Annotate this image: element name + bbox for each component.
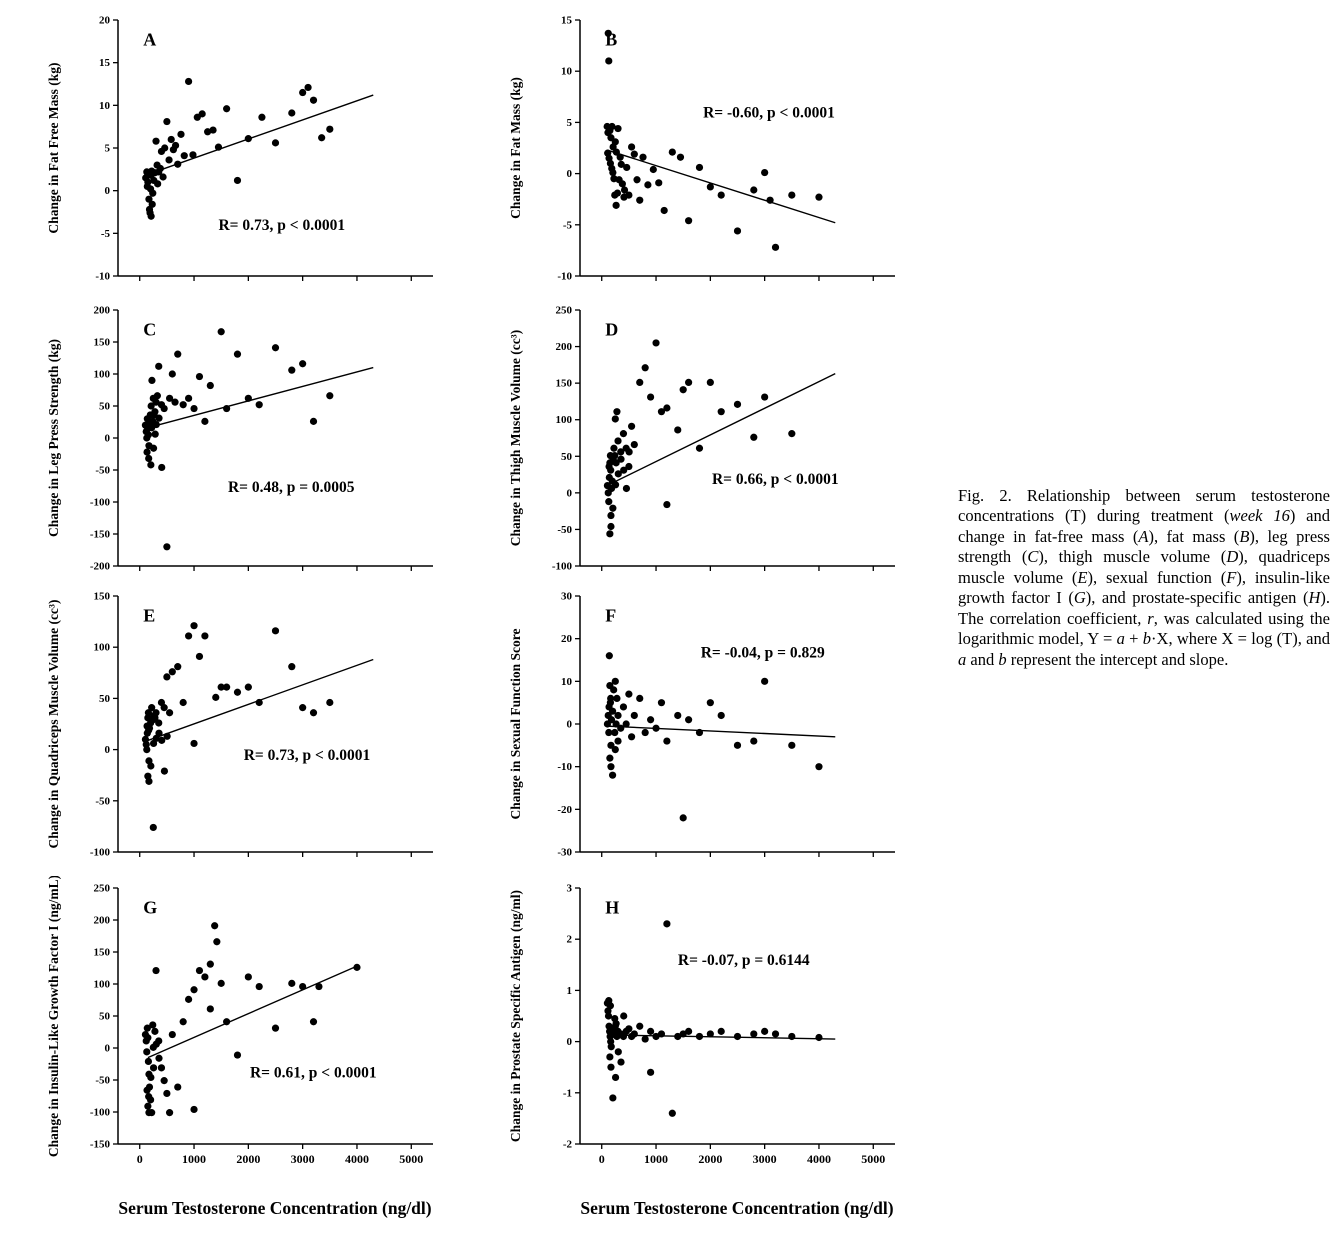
y-tick-label: -2 bbox=[562, 1138, 572, 1151]
caption-segment: represent the intercept and slope. bbox=[1006, 649, 1229, 669]
caption-italic-segment: C bbox=[1027, 547, 1039, 567]
y-tick-label: -100 bbox=[89, 846, 110, 859]
y-tick-label: 0 bbox=[104, 432, 110, 445]
scatter-panel-a bbox=[38, 8, 493, 301]
y-tick-label: -150 bbox=[89, 1138, 110, 1151]
y-tick-label: 50 bbox=[99, 692, 110, 705]
y-tick-label: 100 bbox=[93, 978, 110, 991]
y-tick-label: -50 bbox=[95, 795, 110, 808]
caption-segment: ·X, where X = log (T), and bbox=[1151, 629, 1330, 649]
correlation-annotation: R= -0.07, p = 0.6144 bbox=[677, 951, 810, 969]
panel-letter: H bbox=[605, 897, 620, 918]
y-tick-label: -30 bbox=[557, 846, 572, 859]
y-axis-label: Change in Prostate Specific Antigen (ng/ml) bbox=[508, 889, 523, 1143]
trend-line bbox=[607, 374, 835, 486]
caption-italic-segment: G bbox=[1073, 588, 1086, 608]
x-axis-title-left: Serum Testosterone Concentration (ng/dl) bbox=[118, 1198, 432, 1218]
scatter-panel-b bbox=[500, 8, 955, 301]
correlation-annotation: R= 0.66, p < 0.0001 bbox=[711, 471, 839, 489]
data-points bbox=[604, 920, 823, 1117]
y-tick-label: -5 bbox=[562, 219, 572, 232]
caption-italic-segment: a bbox=[958, 649, 967, 669]
y-tick-label: 100 bbox=[93, 641, 110, 654]
scatter-plot-b bbox=[500, 8, 955, 296]
y-tick-label: 150 bbox=[93, 590, 110, 603]
panel-letter: A bbox=[143, 29, 157, 50]
y-tick-label: 0 bbox=[566, 168, 572, 181]
y-tick-label: 5 bbox=[104, 142, 110, 155]
y-tick-label: 0 bbox=[104, 1042, 110, 1055]
x-tick-label: 5000 bbox=[861, 1152, 886, 1166]
data-points bbox=[142, 922, 361, 1116]
y-axis-label: Change in Thigh Muscle Volume (cc³) bbox=[508, 329, 523, 547]
scatter-panel-d bbox=[500, 298, 955, 591]
y-tick-label: 0 bbox=[566, 718, 572, 731]
caption-italic-segment: B bbox=[1239, 526, 1250, 546]
caption-italic-segment: week 16 bbox=[1229, 506, 1290, 526]
x-tick-label: 3000 bbox=[752, 1152, 777, 1166]
y-axis-label: Change in Insulin-Like Growth Factor I (ng/mL) bbox=[46, 876, 61, 1158]
caption-segment: ), fat mass ( bbox=[1148, 526, 1240, 546]
y-tick-label: -100 bbox=[551, 560, 572, 573]
data-points bbox=[142, 622, 334, 831]
correlation-annotation: R= 0.73, p < 0.0001 bbox=[218, 216, 346, 234]
figure-caption bbox=[958, 486, 1330, 670]
y-tick-label: 20 bbox=[99, 14, 110, 27]
trend-line bbox=[148, 966, 357, 1058]
y-tick-label: 0 bbox=[566, 487, 572, 500]
y-tick-label: 250 bbox=[555, 304, 572, 317]
y-tick-label: -100 bbox=[89, 1106, 110, 1119]
y-tick-label: -50 bbox=[95, 1074, 110, 1087]
x-axis-title-right: Serum Testosterone Concentration (ng/dl) bbox=[580, 1198, 894, 1218]
scatter-panel-g bbox=[38, 876, 493, 1183]
y-tick-label: 15 bbox=[99, 57, 110, 70]
y-tick-label: -10 bbox=[95, 270, 110, 283]
y-tick-label: 200 bbox=[93, 304, 110, 317]
trend-line bbox=[145, 368, 373, 429]
y-tick-label: 5 bbox=[566, 116, 572, 129]
y-tick-label: 100 bbox=[555, 414, 572, 427]
y-tick-label: -20 bbox=[557, 803, 572, 816]
caption-segment: Fig. 2. Relationship between serum testosterone concentrations (T) during treatment ( bbox=[958, 486, 1330, 526]
y-tick-label: 0 bbox=[566, 1036, 572, 1049]
panel-letter: D bbox=[605, 319, 619, 340]
y-tick-label: 10 bbox=[561, 675, 572, 688]
caption-italic-segment: r bbox=[1147, 608, 1154, 628]
scatter-plot-e bbox=[38, 584, 493, 872]
y-tick-label: 150 bbox=[93, 336, 110, 349]
caption-italic-segment: F bbox=[1226, 567, 1237, 587]
x-tick-label: 4000 bbox=[806, 1152, 831, 1166]
scatter-panel-e bbox=[38, 584, 493, 877]
data-points bbox=[142, 78, 333, 220]
y-tick-label: -50 bbox=[95, 464, 110, 477]
y-tick-label: 2 bbox=[566, 933, 572, 946]
correlation-annotation: R= 0.61, p < 0.0001 bbox=[249, 1064, 377, 1082]
scatter-plot-f bbox=[500, 584, 955, 872]
y-tick-label: -1 bbox=[562, 1087, 572, 1100]
y-tick-label: 200 bbox=[93, 914, 110, 927]
data-points bbox=[142, 328, 334, 550]
y-tick-label: 30 bbox=[561, 590, 572, 603]
x-tick-label: 5000 bbox=[399, 1152, 424, 1166]
caption-segment: ), and prostate-specific antigen ( bbox=[1085, 588, 1309, 608]
x-tick-label: 0 bbox=[136, 1152, 143, 1166]
y-tick-label: -200 bbox=[89, 560, 110, 573]
y-tick-label: 10 bbox=[561, 65, 572, 78]
y-tick-label: 150 bbox=[93, 946, 110, 959]
y-tick-label: 50 bbox=[561, 450, 572, 463]
caption-segment: ). The correlation coefficient, bbox=[958, 588, 1330, 628]
y-tick-label: 200 bbox=[555, 341, 572, 354]
caption-segment: ) and change in fat-free mass ( bbox=[958, 506, 1331, 546]
correlation-annotation: R= -0.60, p < 0.0001 bbox=[703, 104, 835, 122]
y-axis-label: Change in Fat Free Mass (kg) bbox=[46, 62, 61, 234]
y-tick-label: -100 bbox=[89, 496, 110, 509]
y-tick-label: 250 bbox=[93, 882, 110, 895]
x-tick-label: 2000 bbox=[698, 1152, 723, 1166]
y-tick-label: 150 bbox=[555, 377, 572, 390]
y-tick-label: 10 bbox=[99, 99, 110, 112]
y-tick-label: 1 bbox=[566, 984, 572, 997]
y-tick-label: 100 bbox=[93, 368, 110, 381]
caption-italic-segment: H bbox=[1308, 588, 1321, 608]
correlation-annotation: R= -0.04, p = 0.829 bbox=[700, 644, 825, 662]
caption-segment: + bbox=[1124, 629, 1143, 649]
caption-italic-segment: D bbox=[1226, 547, 1239, 567]
scatter-plot-h bbox=[500, 876, 955, 1178]
x-tick-label: 2000 bbox=[236, 1152, 261, 1166]
y-axis-label: Change in Leg Press Strength (kg) bbox=[46, 339, 61, 537]
scatter-panel-f bbox=[500, 584, 955, 877]
caption-segment: ), quadriceps muscle volume ( bbox=[958, 547, 1330, 587]
y-tick-label: -5 bbox=[100, 227, 110, 240]
y-tick-label: 15 bbox=[561, 14, 572, 27]
scatter-panel-c bbox=[38, 298, 493, 591]
x-tick-label: 0 bbox=[598, 1152, 605, 1166]
y-tick-label: -50 bbox=[557, 523, 572, 536]
y-tick-label: 50 bbox=[99, 400, 110, 413]
caption-italic-segment: b bbox=[998, 649, 1007, 669]
caption-segment: and bbox=[966, 649, 999, 669]
correlation-annotation: R= 0.48, p = 0.0005 bbox=[227, 478, 355, 496]
caption-segment: ), insulin-like growth factor I ( bbox=[958, 567, 1330, 608]
y-tick-label: -150 bbox=[89, 528, 110, 541]
caption-italic-segment: a bbox=[1116, 629, 1125, 649]
trend-line bbox=[607, 726, 835, 737]
caption-italic-segment: b bbox=[1142, 629, 1152, 649]
caption-segment: ), leg press strength ( bbox=[958, 526, 1330, 567]
x-tick-label: 3000 bbox=[290, 1152, 315, 1166]
y-tick-label: -10 bbox=[557, 270, 572, 283]
panel-letter: F bbox=[605, 605, 617, 626]
caption-italic-segment: E bbox=[1077, 567, 1088, 587]
y-axis-label: Change in Sexual Function Score bbox=[508, 628, 523, 820]
caption-segment: ), thigh muscle volume ( bbox=[1038, 547, 1227, 567]
y-tick-label: 50 bbox=[99, 1010, 110, 1023]
scatter-plot-c bbox=[38, 298, 493, 586]
caption-italic-segment: A bbox=[1138, 526, 1149, 546]
panel-letter: E bbox=[143, 605, 156, 626]
x-tick-label: 1000 bbox=[182, 1152, 207, 1166]
data-points bbox=[604, 30, 823, 251]
y-tick-label: 0 bbox=[104, 744, 110, 757]
y-axis-label: Change in Fat Mass (kg) bbox=[508, 77, 523, 219]
x-tick-label: 1000 bbox=[644, 1152, 669, 1166]
trend-line bbox=[607, 150, 835, 223]
panel-letter: C bbox=[143, 319, 157, 340]
scatter-plot-g bbox=[38, 876, 493, 1178]
scatter-plot-a bbox=[38, 8, 493, 296]
caption-segment: ), sexual function ( bbox=[1087, 567, 1227, 587]
y-axis-label: Change in Quadriceps Muscle Volume (cc³) bbox=[46, 599, 61, 849]
data-points bbox=[604, 339, 796, 537]
correlation-annotation: R= 0.73, p < 0.0001 bbox=[243, 746, 371, 764]
panel-letter: B bbox=[605, 29, 618, 50]
y-tick-label: 3 bbox=[566, 882, 572, 895]
y-tick-label: -10 bbox=[557, 761, 572, 774]
caption-segment: , was calculated using the logarithmic model, Y = bbox=[958, 608, 1330, 649]
y-tick-label: 20 bbox=[561, 633, 572, 646]
panel-letter: G bbox=[143, 897, 158, 918]
scatter-panel-h bbox=[500, 876, 955, 1183]
data-points bbox=[604, 652, 823, 821]
y-tick-label: 0 bbox=[104, 185, 110, 198]
x-tick-label: 4000 bbox=[344, 1152, 369, 1166]
scatter-plot-d bbox=[500, 298, 955, 586]
